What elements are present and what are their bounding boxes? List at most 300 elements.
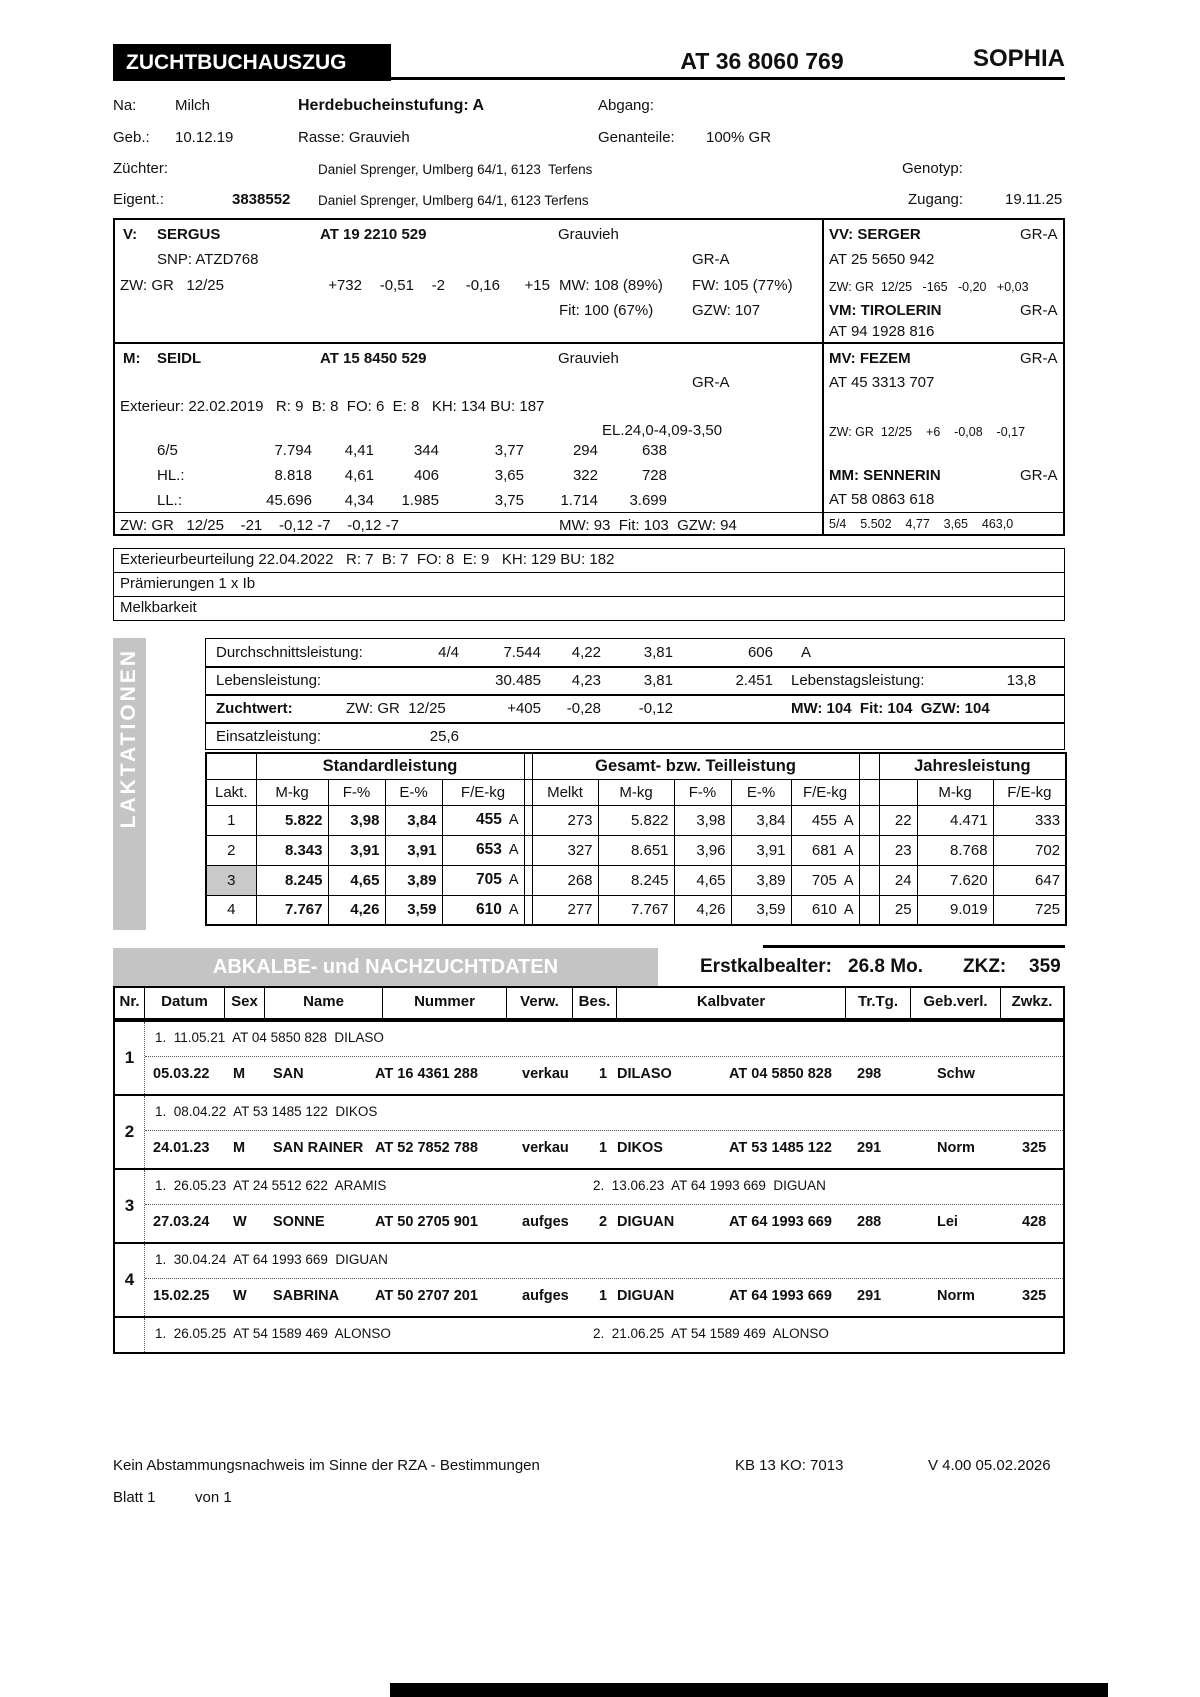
ges-melkt: 273 [532, 805, 598, 835]
melkbarkeit-box [114, 597, 1064, 620]
dam-row-val: 406 [413, 467, 439, 484]
calf-datum: 24.01.23 [153, 1140, 210, 1156]
lebensleistung-val: 3,81 [643, 672, 673, 689]
dam-row-val: 45.696 [266, 492, 312, 509]
calf-nummer: AT 50 2707 201 [375, 1288, 478, 1304]
durchschnittsleistung-val: 606 [747, 644, 773, 661]
std-e: 3,91 [385, 835, 442, 865]
zuchtwert-label: Zuchtwert: [216, 700, 293, 717]
sire-snp: SNP: ATZD768 [157, 251, 259, 268]
calf-trtg: 291 [857, 1140, 882, 1156]
row-number-empty [115, 1318, 145, 1352]
separator-cell [524, 753, 532, 779]
calf-zwkz: 325 [1022, 1288, 1047, 1304]
dam-row-val: 4,34 [344, 492, 374, 509]
calf-nummer: AT 16 4361 288 [375, 1066, 478, 1082]
std-f: 3,98 [328, 805, 385, 835]
exterieurbeurteilung-text: Exterieurbeurteilung 22.04.2022 R: 7 B: 7 FO: 8 E: 9 KH: 129 BU: 182 [120, 551, 615, 568]
calf-verw: verkau [522, 1140, 569, 1156]
divider [763, 945, 1065, 948]
ges-fekg-val: 681 [811, 841, 837, 859]
ges-mkg: 8.245 [598, 865, 674, 895]
insemination-entry: 1. 11.05.21 AT 04 5850 828 DILASO [155, 1030, 384, 1045]
kalbvater-name: DIGUAN [617, 1288, 675, 1304]
kalbvater-nummer: AT 04 5850 828 [729, 1066, 832, 1082]
row-number: 4 [115, 1244, 145, 1316]
jahr-fekg: 647 [993, 865, 1066, 895]
dam-dam-class: GR-A [1020, 467, 1058, 484]
lakt-nr: 1 [206, 805, 256, 835]
erstkalbealter-label: Erstkalbealter: [700, 956, 833, 977]
calving-line [145, 1130, 1063, 1168]
row-number: 3 [115, 1170, 145, 1242]
footer-kb-ko: KB 13 KO: 7013 [735, 1457, 844, 1474]
std-fekg-code: A [508, 872, 519, 888]
calving-line [145, 1204, 1063, 1242]
lactation-summary-box [205, 638, 1065, 750]
ges-fekg-code: A [843, 842, 854, 859]
calf-name: SABRINA [273, 1288, 340, 1304]
std-mkg: 8.343 [256, 835, 328, 865]
ges-fekg-val: 610 [811, 901, 837, 919]
zuchtwert-mw-fit-gzw: MW: 104 Fit: 104 GZW: 104 [791, 700, 990, 717]
laktationen-sidebar [113, 638, 146, 930]
footer-version: V 4.00 05.02.2026 [928, 1457, 1051, 1474]
ges-melkt: 268 [532, 865, 598, 895]
calf-trtg: 298 [857, 1066, 882, 1082]
col-lakt: Lakt. [206, 779, 256, 805]
calf-name: SAN RAINER [273, 1140, 364, 1156]
jahr-fekg: 333 [993, 805, 1066, 835]
calf-datum: 15.02.25 [153, 1288, 210, 1304]
insemination-line [145, 1096, 1063, 1131]
ges-fekg-val: 705 [811, 871, 837, 889]
std-fekg-code: A [508, 901, 519, 918]
dam-breed: Grauvieh [558, 350, 619, 367]
sire-sire-zw: ZW: GR 12/25 -165 -0,20 +0,03 [829, 280, 1029, 294]
praemierungen-text: Prämierungen 1 x Ib [120, 575, 256, 592]
col-melkt: Melkt [532, 779, 598, 805]
calving-line [145, 1278, 1063, 1316]
group-jahresleistung: Jahresleistung [879, 753, 1066, 779]
exterieurbeurteilung-box [114, 549, 1064, 573]
ges-e: 3,84 [731, 805, 791, 835]
dam-row-val: 1.985 [401, 492, 439, 509]
dam-row-val: 4,61 [344, 467, 374, 484]
std-fekg-val: 705 [475, 871, 502, 888]
col-f: F-% [674, 779, 731, 805]
zuchtwert-val: -0,28 [566, 700, 601, 717]
geb-label: Geb.: [113, 129, 150, 146]
ges-fekg [791, 865, 859, 895]
std-f: 4,65 [328, 865, 385, 895]
dam-row-val: 728 [641, 467, 667, 484]
std-mkg: 7.767 [256, 895, 328, 925]
calf-sex: W [233, 1288, 247, 1304]
einsatzleistung-label: Einsatzleistung: [216, 728, 322, 745]
calving-row-4 [115, 1242, 1063, 1316]
calving-row-1 [115, 1020, 1063, 1094]
dam-dam-stats: 5/4 5.502 4,77 3,65 463,0 [829, 517, 1014, 531]
ges-mkg: 8.651 [598, 835, 674, 865]
sire-name: SERGUS [157, 226, 221, 243]
lactation-table [205, 752, 1067, 926]
lactation-row-1 [206, 805, 1066, 835]
calf-bes: 2 [599, 1214, 608, 1230]
sire-sire-number: AT 25 5650 942 [829, 251, 935, 268]
calf-name: SAN [273, 1066, 304, 1082]
ges-f: 3,96 [674, 835, 731, 865]
col-fekg: F/E-kg [791, 779, 859, 805]
jahr-nr: 22 [879, 805, 917, 835]
durchschnittsleistung-val: 3,81 [643, 644, 673, 661]
dam-dam-label: MM: SENNERIN [829, 467, 941, 484]
col-bes: Bes. [573, 988, 617, 1018]
dam-row-val: 3.699 [629, 492, 667, 509]
dam-mw-fit-gzw: MW: 93 Fit: 103 GZW: 94 [559, 517, 737, 534]
doc-type-label: ZUCHTBUCHAUSZUG [126, 51, 347, 74]
calf-nummer: AT 50 2705 901 [375, 1214, 478, 1230]
abkalbe-table-header [115, 988, 1063, 1020]
zugang-label: Zugang: [908, 191, 964, 208]
calving-row-2 [115, 1094, 1063, 1168]
insemination-entry: 1. 26.05.23 AT 24 5512 622 ARAMIS [155, 1178, 387, 1193]
zuechter-label: Züchter: [113, 160, 169, 177]
divider [206, 722, 1064, 724]
jahr-mkg: 7.620 [917, 865, 993, 895]
col-zwkz: Zwkz. [1011, 993, 1053, 1010]
abkalbe-title: ABKALBE- und NACHZUCHTDATEN [212, 956, 559, 978]
jahr-fekg: 702 [993, 835, 1066, 865]
row-number: 1 [115, 1022, 145, 1094]
std-fekg-code: A [508, 812, 519, 828]
separator-cell [859, 753, 879, 779]
insemination-entry: 1. 26.05.25 AT 54 1589 469 ALONSO [155, 1326, 391, 1341]
sire-breed: Grauvieh [558, 226, 619, 243]
kalbvater-name: DILASO [617, 1066, 672, 1082]
dam-row-label: LL.: [157, 492, 183, 509]
lakt-nr: 2 [206, 835, 256, 865]
ges-e: 3,89 [731, 865, 791, 895]
col-datum: Datum [145, 988, 225, 1018]
kalbvater-nummer: AT 53 1485 122 [729, 1140, 832, 1156]
col-nummer: Nummer [383, 988, 507, 1018]
ges-fekg-code: A [843, 902, 854, 919]
na-value: Milch [175, 97, 211, 114]
lebenstagsleistung-label: Lebenstagsleistung: [791, 672, 925, 689]
sire-mw: MW: 108 (89%) [559, 277, 663, 294]
col-sex: Sex [225, 988, 265, 1018]
std-fekg-val: 653 [475, 841, 502, 858]
dam-dam-number: AT 58 0863 618 [829, 491, 935, 508]
zuchtwert-val: +405 [507, 700, 541, 717]
kalbvater-nummer: AT 64 1993 669 [729, 1288, 832, 1304]
std-mkg: 8.245 [256, 865, 328, 895]
calf-bes: 1 [599, 1288, 608, 1304]
group-gesamtleistung: Gesamt- bzw. Teilleistung [532, 753, 859, 779]
rasse-value: Rasse: Grauvieh [298, 129, 410, 146]
melkbarkeit-text: Melkbarkeit [120, 599, 197, 616]
dam-row-val: 294 [572, 442, 598, 459]
calf-trtg: 291 [857, 1288, 882, 1304]
separator-cell [859, 895, 879, 925]
calf-datum: 27.03.24 [153, 1214, 210, 1230]
std-e: 3,84 [385, 805, 442, 835]
ges-fekg-code: A [843, 812, 854, 829]
col-mkg: M-kg [917, 779, 993, 805]
lakt-nr: 4 [206, 895, 256, 925]
separator-cell [859, 779, 879, 805]
separator-cell [524, 895, 532, 925]
ges-fekg [791, 895, 859, 925]
assessment-boxes [113, 548, 1065, 621]
col-name: Name [265, 988, 383, 1018]
dam-el: EL.24,0-4,09-3,50 [602, 422, 723, 439]
erstkalbealter-value: 26.8 Mo. [848, 956, 923, 977]
calf-sex: W [233, 1214, 247, 1230]
std-fekg-val: 455 [475, 811, 502, 828]
lactation-row-3 [206, 865, 1066, 895]
std-e: 3,59 [385, 895, 442, 925]
separator-cell [524, 805, 532, 835]
calf-bes: 1 [599, 1066, 608, 1082]
calf-verw: aufges [522, 1214, 569, 1230]
sire-gzw: GZW: 107 [692, 302, 761, 319]
dam-row-val: 1.714 [560, 492, 598, 509]
eigent-number: 3838552 [232, 191, 291, 208]
jahr-mkg: 4.471 [917, 805, 993, 835]
sire-zw-val1: +732 [328, 277, 362, 294]
jahr-nr: 23 [879, 835, 917, 865]
durchschnittsleistung-val: 4/4 [438, 644, 459, 661]
jahr-nr: 24 [879, 865, 917, 895]
calf-zwkz: 428 [1022, 1214, 1047, 1230]
calf-sex: M [233, 1066, 246, 1082]
ges-fekg-code: A [843, 872, 854, 889]
jahr-fekg: 725 [993, 895, 1066, 925]
col-fekg: F/E-kg [442, 779, 524, 805]
std-f: 3,91 [328, 835, 385, 865]
lebensleistung-val: 30.485 [495, 672, 541, 689]
dam-number: AT 15 8450 529 [320, 350, 427, 367]
jahr-nr: 25 [879, 895, 917, 925]
row-number: 2 [115, 1096, 145, 1168]
ges-fekg-val: 455 [811, 811, 837, 829]
ges-e: 3,59 [731, 895, 791, 925]
dam-row-label: HL.: [157, 467, 185, 484]
dam-row-val: 7.794 [274, 442, 312, 459]
doc-type-banner [113, 44, 391, 81]
eigent-value: Daniel Sprenger, Umlberg 64/1, 6123 Terfens [318, 193, 589, 208]
eigent-label: Eigent.: [113, 191, 164, 208]
sire-zw-val3: -2 [431, 277, 445, 294]
sire-sire-class: GR-A [1020, 226, 1058, 243]
calf-bes: 1 [599, 1140, 608, 1156]
footer-page-of: von 1 [195, 1489, 232, 1506]
calving-row-open [115, 1316, 1063, 1352]
col-nr: Nr. [115, 988, 145, 1018]
dam-row-val: 322 [572, 467, 598, 484]
dam-name: SEIDL [157, 350, 202, 367]
pedigree-horizontal-divider [115, 342, 1063, 344]
ges-fekg [791, 835, 859, 865]
calf-gebverl: Schw [937, 1066, 975, 1082]
col-f: F-% [328, 779, 385, 805]
separator-cell [859, 835, 879, 865]
sire-dam-label: VM: TIROLERIN [829, 302, 942, 319]
insemination-entry: 2. 21.06.25 AT 54 1589 469 ALONSO [593, 1326, 829, 1341]
ges-f: 4,65 [674, 865, 731, 895]
sire-dam-class: GR-A [1020, 302, 1058, 319]
dam-exterieur: Exterieur: 22.02.2019 R: 9 B: 8 FO: 6 E: 8 KH: 134 BU: 187 [120, 398, 545, 415]
abkalbe-title-bar [113, 948, 658, 986]
geb-value: 10.12.19 [175, 129, 234, 146]
pedigree-zw-divider [115, 512, 1063, 513]
std-fekg [442, 865, 524, 895]
std-fekg [442, 835, 524, 865]
insemination-line [145, 1244, 1063, 1279]
calf-verw: aufges [522, 1288, 569, 1304]
na-label: Na: [113, 97, 137, 114]
durchschnittsleistung-label: Durchschnittsleistung: [216, 644, 363, 661]
sire-zw-val4: -0,16 [465, 277, 500, 294]
divider [206, 666, 1064, 668]
insemination-line [145, 1022, 1063, 1057]
calving-row-3 [115, 1168, 1063, 1242]
sire-number: AT 19 2210 529 [320, 226, 427, 243]
std-fekg-val: 610 [475, 900, 502, 918]
std-fekg [442, 895, 524, 925]
std-e: 3,89 [385, 865, 442, 895]
sire-zw-val2: -0,51 [379, 277, 414, 294]
einsatzleistung-val: 25,6 [429, 728, 459, 745]
calf-name: SONNE [273, 1214, 325, 1230]
std-mkg: 5.822 [256, 805, 328, 835]
insemination-entry: 2. 13.06.23 AT 64 1993 669 DIGUAN [593, 1178, 826, 1193]
lebensleistung-val: 4,23 [571, 672, 601, 689]
kalbvater-name: DIKOS [617, 1140, 663, 1156]
dam-row-val: 638 [641, 442, 667, 459]
calf-zwkz: 325 [1022, 1140, 1047, 1156]
col-kalbvater: Kalbvater [617, 988, 846, 1018]
animal-name: SOPHIA [972, 45, 1065, 72]
dam-sire-zw: ZW: GR 12/25 +6 -0,08 -0,17 [829, 425, 1026, 439]
dam-row-label: 6/5 [157, 442, 178, 459]
kalbvater-nummer: AT 64 1993 669 [729, 1214, 832, 1230]
zuchtwert-val: -0,12 [638, 700, 673, 717]
sire-sire-label: VV: SERGER [829, 226, 921, 243]
laktationen-sidebar-label: LAKTATIONEN [117, 648, 140, 829]
calf-nummer: AT 52 7852 788 [375, 1140, 478, 1156]
dam-row-val: 4,41 [344, 442, 374, 459]
dam-class: GR-A [692, 374, 730, 391]
std-fekg [442, 805, 524, 835]
lebensleistung-label: Lebensleistung: [216, 672, 322, 689]
lactation-row-4 [206, 895, 1066, 925]
separator-cell [524, 779, 532, 805]
lebensleistung-val: 2.451 [735, 672, 773, 689]
jahr-mkg: 8.768 [917, 835, 993, 865]
dam-row-val: 344 [413, 442, 439, 459]
zuchtwert-zw: ZW: GR 12/25 [346, 700, 446, 717]
lebenstagsleistung-val: 13,8 [1006, 672, 1036, 689]
durchschnittsleistung-code: A [801, 644, 812, 661]
calf-gebverl: Norm [937, 1288, 975, 1304]
col-mkg: M-kg [598, 779, 674, 805]
divider [206, 694, 1064, 696]
zkz-label: ZKZ: [963, 956, 1007, 977]
insemination-entry: 1. 30.04.24 AT 64 1993 669 DIGUAN [155, 1252, 388, 1267]
col-fekg: F/E-kg [993, 779, 1066, 805]
genanteile-label: Genanteile: [598, 129, 675, 146]
dam-sire-label: MV: FEZEM [829, 350, 911, 367]
animal-number: AT 36 8060 769 [680, 48, 844, 74]
abkalbe-header-strip [113, 948, 1065, 986]
col-gebverl: Geb.verl. [911, 988, 1001, 1018]
insemination-line [145, 1170, 1063, 1205]
lactation-group-header-row [206, 753, 1066, 779]
abgang-label: Abgang: [598, 97, 654, 114]
col-trtg: Tr.Tg. [846, 988, 911, 1018]
calf-trtg: 288 [857, 1214, 882, 1230]
zkz-value: 359 [1029, 956, 1061, 977]
separator-cell [524, 865, 532, 895]
herdebuch-value: Herdebucheinstufung: A [298, 97, 485, 114]
pedigree-box [113, 218, 1065, 536]
zugang-value: 19.11.25 [1005, 191, 1063, 208]
calf-gebverl: Norm [937, 1140, 975, 1156]
ges-mkg: 7.767 [598, 895, 674, 925]
ges-e: 3,91 [731, 835, 791, 865]
empty-cell [206, 753, 256, 779]
calving-line [145, 1056, 1063, 1094]
dam-row-val: 8.818 [274, 467, 312, 484]
sire-fw: FW: 105 (77%) [692, 277, 793, 294]
lakt-nr: 3 [206, 865, 256, 895]
calf-sex: M [233, 1140, 246, 1156]
footer-page: Blatt 1 [113, 1489, 156, 1506]
praemierungen-box [114, 573, 1064, 597]
ges-fekg [791, 805, 859, 835]
kalbvater-name: DIGUAN [617, 1214, 675, 1230]
sire-dam-number: AT 94 1928 816 [829, 323, 935, 340]
dam-row-val: 3,77 [494, 442, 524, 459]
lactation-col-header-row [206, 779, 1066, 805]
pedigree-vertical-divider [822, 220, 824, 534]
bottom-scan-bar [390, 1683, 1108, 1697]
abkalbe-table [113, 986, 1065, 1354]
calf-gebverl: Lei [937, 1214, 958, 1230]
empty-cell [879, 779, 917, 805]
group-standardleistung: Standardleistung [256, 753, 524, 779]
ges-f: 4,26 [674, 895, 731, 925]
dam-sire-number: AT 45 3313 707 [829, 374, 935, 391]
ges-melkt: 327 [532, 835, 598, 865]
genotyp-label: Genotyp: [902, 160, 963, 177]
ges-melkt: 277 [532, 895, 598, 925]
sire-zw-label: ZW: GR 12/25 [120, 277, 224, 294]
calf-verw: verkau [522, 1066, 569, 1082]
dam-label: M: [123, 350, 141, 367]
lactation-row-2 [206, 835, 1066, 865]
col-mkg: M-kg [256, 779, 328, 805]
genanteile-value: 100% GR [706, 129, 772, 146]
col-verw: Verw. [507, 988, 573, 1018]
ges-f: 3,98 [674, 805, 731, 835]
durchschnittsleistung-val: 7.544 [503, 644, 541, 661]
footer-disclaimer: Kein Abstammungsnachweis im Sinne der RZA - Bestimmungen [113, 1457, 540, 1474]
calf-datum: 05.03.22 [153, 1066, 210, 1082]
